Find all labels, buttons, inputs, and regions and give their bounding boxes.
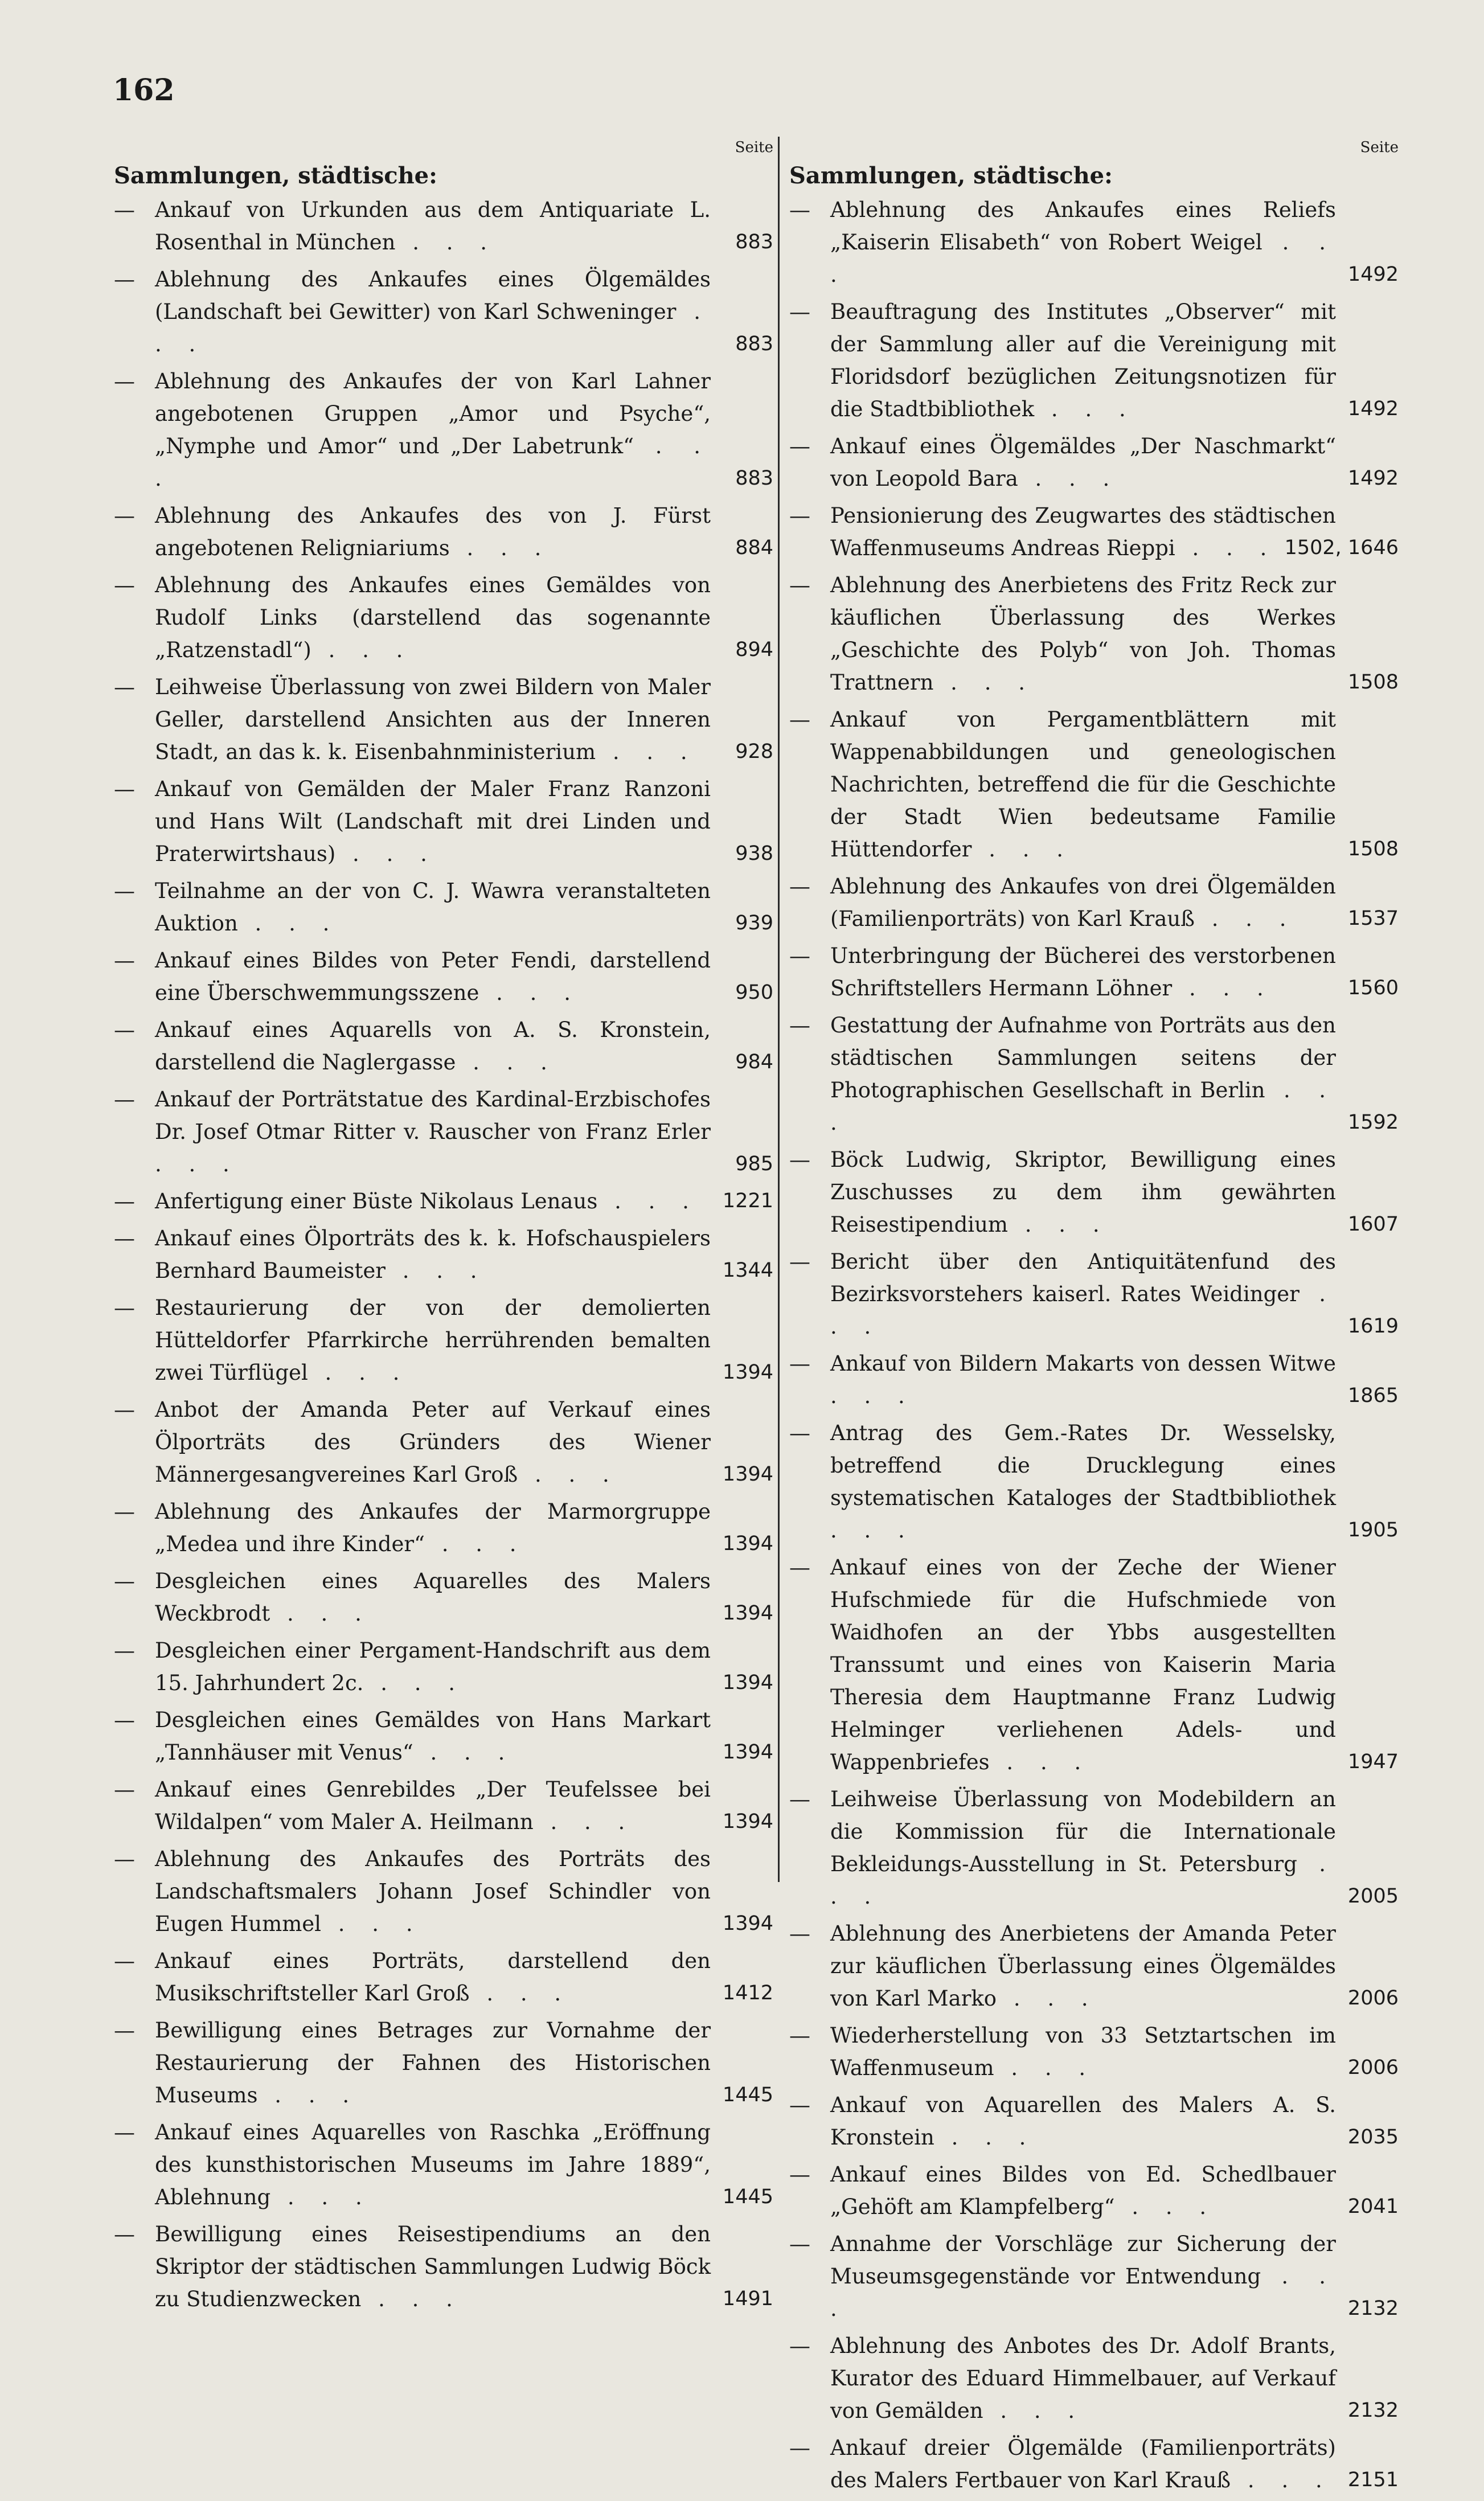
index-entry — [114, 1292, 773, 1389]
entry-text: Desgleichen einer Pergament-Handschrift aus dem 15. Jahrhundert 2c. — [155, 1638, 711, 1695]
dot-leader: . . . — [424, 1532, 527, 1556]
entry-text: Wiederherstellung von 33 Setztartschen im Waffenmuseum — [830, 2023, 1336, 2080]
entry-page-ref: 1394 — [722, 1810, 773, 1833]
entry-page-ref: 883 — [735, 333, 773, 355]
dot-leader: . . . — [983, 2398, 1085, 2423]
index-entry — [114, 194, 773, 259]
entry-page-ref: 1619 — [1347, 1315, 1399, 1338]
dot-leader: . . . — [933, 670, 1035, 695]
entry-dash: — — [789, 1421, 810, 1445]
entry-dash: — — [789, 1013, 810, 1038]
dot-leader: . . . — [257, 2083, 360, 2108]
dot-leader: . . . — [1231, 2468, 1333, 2492]
entry-page-ref: 1865 — [1347, 1384, 1399, 1407]
index-entry — [789, 2432, 1399, 2496]
entry-page-ref: 1394 — [722, 1532, 773, 1555]
entry-text: Pensionierung des Zeugwartes des städtischen Waffenmuseums Andreas Rieppi — [830, 503, 1336, 560]
entry-page-ref: 2132 — [1347, 2399, 1399, 2422]
entry-page-ref: 1394 — [722, 1602, 773, 1625]
dot-leader: . . . — [989, 1750, 1092, 1774]
entry-text: Ankauf eines Porträts, darstellend den Musikschriftsteller Karl Groß — [155, 1949, 711, 2006]
seite-label: Seite — [1360, 139, 1399, 156]
entry-text: Böck Ludwig, Skriptor, Bewilligung eines Zuschusses zu dem ihm gewährten Reisestipendium — [830, 1147, 1336, 1237]
entry-page-ref: 1394 — [722, 1671, 773, 1694]
entry-text: Ablehnung des Ankaufes eines Ölgemäldes (Landschaft bei Gewitter) von Karl Schweninger — [155, 267, 711, 324]
entry-page-ref: 1412 — [722, 1982, 773, 2004]
entry-dash: — — [114, 879, 135, 903]
dot-leader: . . . — [155, 1152, 240, 1176]
entry-page-ref: 2005 — [1347, 1885, 1399, 1908]
dot-leader: . . . — [1018, 466, 1120, 491]
entry-text: Ablehnung des Ankaufes eines Reliefs „Kaiserin Elisabeth“ von Robert Weigel — [830, 198, 1336, 255]
entry-dash: — — [114, 1087, 135, 1112]
entry-text: Beauftragung des Institutes „Observer“ mit der Sammlung aller auf die Vereinigung mit Floridsdorf bezüglichen Zeitungsnotizen für die Stadtbibliothek — [830, 300, 1336, 421]
entry-text: Teilnahme an der von C. J. Wawra veranstalteten Auktion — [155, 879, 711, 936]
dot-leader: . . . — [449, 536, 552, 560]
dot-leader: . . . — [971, 837, 1074, 862]
dot-leader: . . . — [518, 1462, 620, 1487]
dot-leader: . . . — [934, 2125, 1036, 2150]
entry-text: Ankauf eines Aquarelles von Raschka „Eröffnung des kunsthistorischen Museums im Jahre 1889“, Ablehnung — [155, 2120, 711, 2209]
index-entry — [789, 703, 1399, 866]
index-entry — [114, 365, 773, 495]
entry-dash: — — [114, 503, 135, 528]
index-entry — [789, 194, 1399, 291]
entry-page-ref: 1492 — [1347, 467, 1399, 490]
dot-leader: . . . — [830, 1518, 915, 1543]
entry-text: Gestattung der Aufnahme von Porträts aus den städtischen Sammlungen seitens der Photographischen Gesellschaft in Berlin — [830, 1013, 1336, 1102]
dot-leader: . . . — [597, 1189, 699, 1213]
entry-page-ref: 938 — [735, 842, 773, 865]
entry-dash: — — [114, 1847, 135, 1871]
entry-dash: — — [789, 434, 810, 458]
index-entry — [114, 944, 773, 1009]
dot-leader: . . . — [1034, 397, 1136, 421]
dot-leader: . . . — [321, 1912, 423, 1936]
entry-text: Leihweise Überlassung von zwei Bildern von Maler Geller, darstellend Ansichten aus der Inneren Stadt, an das k. k. Eisenbahnministerium — [155, 675, 711, 764]
entry-page-ref: 928 — [735, 740, 773, 763]
index-entry — [789, 296, 1399, 425]
index-entry — [114, 1565, 773, 1630]
dot-leader: . . . — [830, 1282, 1337, 1339]
entry-page-ref: 2006 — [1347, 1987, 1399, 2010]
dot-leader: . . . — [270, 2185, 372, 2209]
index-entry — [789, 1783, 1399, 1913]
index-entry — [789, 1551, 1399, 1778]
entry-dash: — — [789, 573, 810, 597]
entry-text: Ankauf eines Ölporträts des k. k. Hofschauspielers Bernhard Baumeister — [155, 1226, 711, 1283]
index-entry — [114, 1945, 773, 2010]
dot-leader: . . . — [385, 1258, 487, 1283]
section-heading: Sammlungen, städtische: — [789, 162, 1113, 189]
entry-text: Ablehnung des Anerbietens der Amanda Peter zur käuflichen Überlassung eines Ölgemäldes von Karl Marko — [830, 1921, 1336, 2011]
entry-page-ref: 1537 — [1347, 907, 1399, 930]
entry-dash: — — [789, 1351, 810, 1376]
index-entry — [114, 875, 773, 940]
dot-leader: . . . — [830, 2264, 1337, 2321]
index-entry — [789, 1143, 1399, 1241]
dot-leader: . . . — [994, 2056, 1096, 2080]
entry-text: Anbot der Amanda Peter auf Verkauf eines Ölporträts des Gründers des Wiener Männergesangvereines Karl Groß — [155, 1397, 711, 1487]
entry-dash: — — [789, 300, 810, 324]
entry-dash: — — [114, 369, 135, 393]
entry-text: Ablehnung des Anerbietens des Fritz Reck zur käuflichen Überlassung des Werkes „Geschichte des Polyb“ von Joh. Thomas Trattnern — [830, 573, 1336, 695]
entry-page-ref: 2132 — [1347, 2297, 1399, 2320]
index-entry — [114, 1393, 773, 1491]
entry-text: Ankauf eines Bildes von Ed. Schedlbauer „Gehöft am Klampfelberg“ — [830, 2162, 1336, 2219]
entry-dash: — — [114, 2120, 135, 2145]
entry-dash: — — [114, 777, 135, 801]
entry-text: Ankauf dreier Ölgemälde (Familienporträts) des Malers Fertbauer von Karl Krauß — [830, 2436, 1336, 2492]
entry-dash: — — [114, 1018, 135, 1042]
entry-page-ref: 1445 — [722, 2084, 773, 2106]
entry-dash: — — [789, 1147, 810, 1172]
entry-page-ref: 2041 — [1347, 2195, 1399, 2218]
index-entry — [114, 773, 773, 870]
entry-dash: — — [114, 675, 135, 699]
entry-dash: — — [789, 874, 810, 899]
entry-text: Ablehnung des Anbotes des Dr. Adolf Brants, Kurator des Eduard Himmelbauer, auf Verkauf von Gemälden — [830, 2334, 1336, 2423]
entry-text: Bewilligung eines Betrages zur Vornahme der Restaurierung der Fahnen des Historischen Museums — [155, 2018, 711, 2108]
entry-text: Annahme der Vorschläge zur Sicherung der Museumsgegenstände vor Entwendung — [830, 2232, 1336, 2289]
entry-dash: — — [114, 1226, 135, 1250]
dot-leader: . . . — [270, 1601, 372, 1626]
entry-dash: — — [789, 2436, 810, 2460]
entry-page-ref: 1592 — [1347, 1111, 1399, 1134]
dot-leader: . . . — [335, 842, 437, 866]
entry-page-ref: 1394 — [722, 1741, 773, 1764]
dot-leader: . . . — [1194, 907, 1297, 931]
entry-text: Antrag des Gem.-Rates Dr. Wesselsky, betreffend die Drucklegung eines systematischen Kataloges der Stadtbibliothek — [830, 1421, 1336, 1510]
index-entry — [789, 1917, 1399, 2015]
dot-leader: . . . — [1114, 2195, 1217, 2219]
entry-text: Desgleichen eines Gemäldes von Hans Markart „Tannhäuser mit Venus“ — [155, 1708, 711, 1765]
index-entry — [789, 1347, 1399, 1412]
index-entry — [114, 2218, 773, 2315]
index-entry — [114, 1843, 773, 1940]
entry-dash: — — [789, 2162, 810, 2187]
index-entry — [789, 499, 1399, 564]
entry-text: Ankauf eines Aquarells von A. S. Kronstein, darstellend die Naglergasse — [155, 1018, 711, 1075]
dot-leader: . . . — [308, 1360, 410, 1385]
dot-leader: . . . — [155, 434, 711, 491]
entry-page-ref: 1905 — [1347, 1519, 1399, 1541]
dot-leader: . . . — [413, 1740, 515, 1765]
dot-leader: . . . — [533, 1810, 636, 1834]
dot-leader: . . . — [1175, 536, 1277, 560]
entry-dash: — — [789, 1921, 810, 1946]
entry-page-ref: 985 — [735, 1153, 773, 1175]
index-entry — [114, 1773, 773, 1838]
entry-text: Ankauf von Pergamentblättern mit Wappenabbildungen und geneologischen Nachrichten, betreffend die für die Geschichte der Stadt Wien bedeutsame Familie Hüttendorfer — [830, 707, 1336, 862]
entry-text: Anfertigung einer Büste Nikolaus Lenaus — [155, 1189, 598, 1213]
column-divider — [778, 137, 780, 1882]
index-entry — [789, 1245, 1399, 1343]
entry-text: Bewilligung eines Reisestipendiums an den Skriptor der städtischen Sammlungen Ludwig Böck zu Studienzwecken — [155, 2222, 711, 2311]
index-entry — [789, 940, 1399, 1004]
entry-dash: — — [789, 707, 810, 732]
entry-page-ref: 1560 — [1347, 977, 1399, 999]
entry-dash: — — [114, 1777, 135, 1802]
entry-text: Ankauf der Porträtstatue des Kardinal-Erzbischofes Dr. Josef Otmar Ritter v. Rauscher von Franz Erler — [155, 1087, 711, 1144]
entry-page-ref: 1492 — [1347, 397, 1399, 420]
entry-dash: — — [789, 503, 810, 528]
dot-leader: . . . — [361, 2287, 463, 2311]
dot-leader: . . . — [395, 230, 498, 255]
entry-text: Ankauf eines Genrebildes „Der Teufelssee bei Wildalpen“ vom Maler A. Heilmann — [155, 1777, 711, 1834]
entry-text: Ablehnung des Ankaufes von drei Ölgemälden (Familienporträts) von Karl Krauß — [830, 874, 1336, 931]
entry-page-ref: 2151 — [1347, 2469, 1399, 2491]
entry-dash: — — [789, 1787, 810, 1811]
dot-leader: . . . — [311, 638, 413, 662]
entry-text: Ablehnung des Ankaufes des von J. Fürst angebotenen Religniariums — [155, 503, 711, 560]
index-entry — [114, 499, 773, 564]
entry-page-ref: 1445 — [722, 2186, 773, 2208]
index-entry — [114, 1083, 773, 1180]
index-entry — [114, 263, 773, 360]
index-entry — [114, 1185, 773, 1217]
entry-page-ref: 939 — [735, 912, 773, 934]
dot-leader: . . . — [363, 1671, 466, 1695]
entry-dash: — — [114, 1949, 135, 1973]
dot-leader: . . . — [830, 230, 1336, 287]
entry-text: Ankauf von Bildern Makarts von dessen Witwe — [830, 1351, 1336, 1376]
entry-page-ref: 950 — [735, 981, 773, 1004]
index-entry — [114, 1634, 773, 1699]
entry-dash: — — [114, 267, 135, 292]
entry-dash: — — [114, 1708, 135, 1732]
entry-page-ref: 884 — [735, 536, 773, 559]
index-entry — [114, 1495, 773, 1560]
index-entry — [114, 671, 773, 768]
index-entry — [789, 2228, 1399, 2325]
entry-text: Ablehnung des Ankaufes der Marmorgruppe „Medea und ihre Kinder“ — [155, 1499, 711, 1556]
entry-dash: — — [114, 198, 135, 222]
entry-page-ref: 1394 — [722, 1912, 773, 1935]
index-entry — [789, 569, 1399, 699]
entry-page-ref: 1394 — [722, 1361, 773, 1384]
entry-text: Ankauf eines von der Zeche der Wiener Hufschmiede für die Hufschmiede von Waidhofen an der Ybbs ausgestellten Transsumt und eines von Kaiserin Maria Theresia dem Hauptmanne Franz Ludwig Helminger verliehenen Adels- und Wappenbriefes — [830, 1555, 1336, 1774]
dot-leader: . . . — [830, 1852, 1336, 1909]
entry-text: Desgleichen eines Aquarelles des Malers Weckbrodt — [155, 1569, 711, 1626]
entry-dash: — — [114, 1638, 135, 1663]
entry-dash: — — [114, 1499, 135, 1524]
entry-text: Ankauf von Gemälden der Maler Franz Ranzoni und Hans Wilt (Landschaft mit drei Linden und Praterwirtshaus) — [155, 777, 711, 866]
entry-dash: — — [789, 1249, 810, 1274]
entry-text: Ankauf von Urkunden aus dem Antiquariate L. Rosenthal in München — [155, 198, 711, 255]
entry-page-ref: 2035 — [1347, 2126, 1399, 2149]
dot-leader: . . . — [997, 1986, 1098, 2011]
entry-page-ref: 1491 — [722, 2287, 773, 2310]
entry-dash: — — [789, 2334, 810, 2358]
entry-text: Leihweise Überlassung von Modebildern an die Kommission für die Internationale Bekleidungs-Ausstellung in St. Petersburg — [830, 1787, 1336, 1876]
entry-page-ref: 2006 — [1347, 2056, 1399, 2079]
entry-text: Ablehnung des Ankaufes des Porträts des Landschaftsmalers Johann Josef Schindler von Eugen Hummel — [155, 1847, 711, 1936]
entry-dash: — — [114, 573, 135, 597]
index-entry — [789, 2019, 1399, 2084]
entry-dash: — — [114, 2222, 135, 2246]
index-entry — [789, 1009, 1399, 1139]
index-entry — [789, 430, 1399, 495]
index-entry — [789, 1417, 1399, 1547]
entry-page-ref: 883 — [735, 231, 773, 253]
dot-leader: . . . — [479, 981, 581, 1005]
entry-page-ref: 1947 — [1347, 1750, 1399, 1773]
index-entry — [114, 2116, 773, 2213]
dot-leader: . . . — [830, 1078, 1337, 1135]
dot-leader: . . . — [1008, 1212, 1110, 1237]
entry-text: Ankauf von Aquarellen des Malers A. S. Kronstein — [830, 2093, 1336, 2150]
entry-dash: — — [114, 1295, 135, 1320]
entry-dash: — — [789, 1555, 810, 1580]
index-entry — [789, 2158, 1399, 2223]
index-entry — [114, 1222, 773, 1287]
entry-page-ref: 1492 — [1347, 263, 1399, 286]
left-column — [114, 137, 773, 2320]
entry-text: Ablehnung des Ankaufes der von Karl Lahner angebotenen Gruppen „Amor und Psyche“, „Nymphe und Amor“ und „Der Labetrunk“ — [155, 369, 711, 458]
entry-dash: — — [789, 198, 810, 222]
entry-page-ref: 1344 — [722, 1259, 773, 1282]
entry-dash: — — [789, 2023, 810, 2048]
entry-page-ref: 883 — [735, 467, 773, 490]
entry-dash: — — [114, 1569, 135, 1593]
right-column — [789, 137, 1399, 2501]
entry-text: Restaurierung der von der demolierten Hütteldorfer Pfarrkirche herrührenden bemalten zwei Türflügel — [155, 1295, 711, 1385]
entry-dash: — — [114, 2018, 135, 2043]
entry-list — [789, 194, 1399, 2496]
dot-leader: . . . — [596, 740, 698, 764]
entry-text: Unterbringung der Bücherei des verstorbenen Schriftstellers Hermann Löhner — [830, 944, 1336, 1001]
entry-page-ref: 1502, 1646 — [1284, 536, 1399, 559]
entry-dash: — — [789, 2232, 810, 2256]
dot-leader: . . . — [155, 300, 711, 356]
index-entry — [114, 1014, 773, 1079]
entry-page-ref: 1508 — [1347, 838, 1399, 860]
entry-text: Ankauf eines Bildes von Peter Fendi, darstellend eine Überschwemmungsszene — [155, 948, 711, 1005]
dot-leader: . . . — [830, 1384, 915, 1408]
entry-dash: — — [114, 1189, 135, 1213]
entry-page-ref: 984 — [735, 1051, 773, 1073]
entry-page-ref: 1221 — [722, 1190, 773, 1212]
entry-dash: — — [789, 944, 810, 968]
entry-dash: — — [114, 948, 135, 973]
dot-leader: . . . — [469, 1981, 572, 2006]
index-entry — [114, 569, 773, 666]
entry-dash: — — [114, 1397, 135, 1422]
entry-page-ref: 1607 — [1347, 1213, 1399, 1236]
entry-page-ref: 1508 — [1347, 671, 1399, 694]
index-entry — [789, 870, 1399, 935]
entry-text: Bericht über den Antiquitätenfund des Bezirksvorstehers kaiserl. Rates Weidinger — [830, 1249, 1336, 1306]
index-entry — [114, 1704, 773, 1769]
dot-leader: . . . — [1172, 976, 1274, 1001]
entry-page-ref: 1394 — [722, 1463, 773, 1486]
entry-text: Ablehnung des Ankaufes eines Gemäldes von Rudolf Links (darstellend das sogenannte „Ratzenstadl“) — [155, 573, 711, 662]
dot-leader: . . . — [237, 911, 340, 936]
seite-label: Seite — [735, 139, 773, 156]
section-heading: Sammlungen, städtische: — [114, 162, 437, 189]
index-entry — [789, 2089, 1399, 2154]
page-number: 162 — [113, 73, 175, 108]
entry-text: Ankauf eines Ölgemäldes „Der Naschmarkt“ von Leopold Bara — [830, 434, 1336, 491]
index-entry — [789, 2330, 1399, 2427]
entry-list — [114, 194, 773, 2315]
entry-page-ref: 894 — [735, 638, 773, 661]
entry-dash: — — [789, 2093, 810, 2117]
dot-leader: . . . — [456, 1050, 557, 1075]
